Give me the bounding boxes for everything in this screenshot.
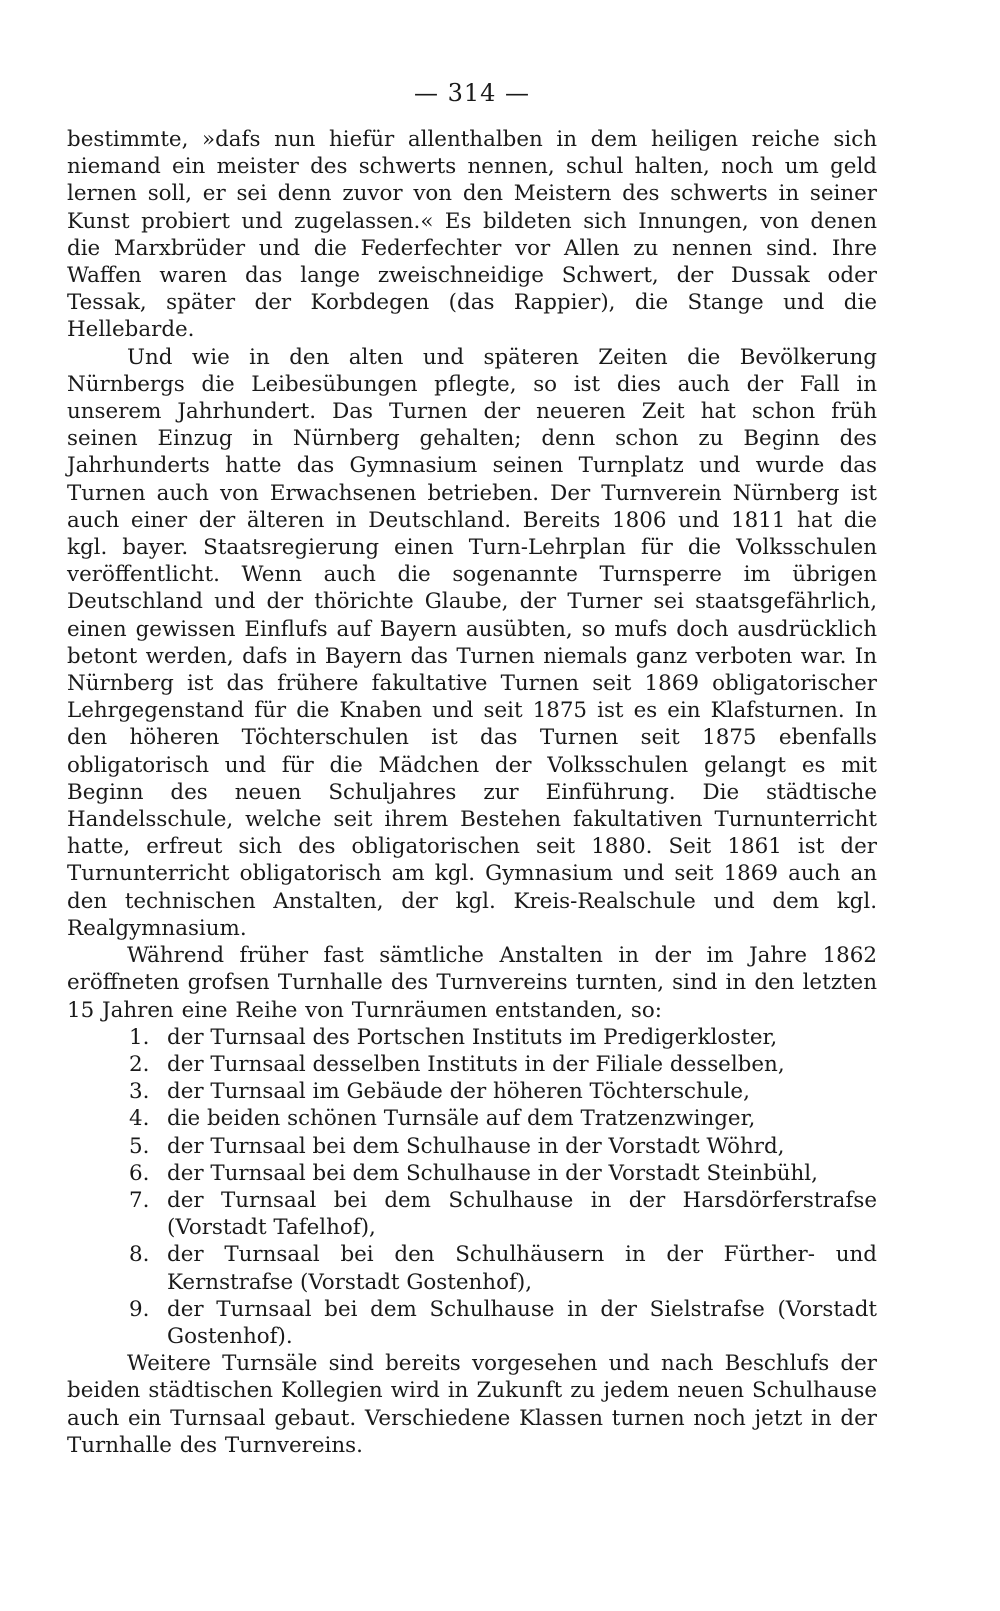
list-item [67, 1160, 877, 1187]
list-item-number: 2. [129, 1051, 150, 1077]
paragraph-1: bestimmte, »dafs nun hiefür allenthalben in dem heiligen reiche sich niemand ein meister des schwerts nennen, schul halten, noch um geld lernen soll, er sei denn zuvor von den Meistern des schwerts in seiner Kunst probiert und zugelassen.« Es bildeten sich Innungen, von denen die Marxbrüder und die Federfechter vor Allen zu nennen sind. Ihre Waffen waren das lange zweischneidige Schwert, der Dussak oder Tessak, später der Korbdegen (das Rappier), die Stange und die Hellebarde. [67, 127, 877, 343]
list-item-text: der Turnsaal desselben Instituts in der Filiale desselben, [167, 1051, 785, 1077]
list-item-text: der Turnsaal im Gebäude der höheren Töchterschule, [167, 1079, 750, 1105]
list-item [67, 1187, 877, 1241]
paragraph-4: Weitere Turnsäle sind bereits vorgesehen und nach Beschlufs der beiden städtischen Kollegien wird in Zukunft zu jedem neuen Schulhause auch ein Turnsaal gebaut. Verschiedene Klassen turnen noch jetzt in der Turnhalle des Turnvereins. [67, 1351, 877, 1458]
list-item-text: die beiden schönen Turnsäle auf dem Tratzenzwinger, [167, 1106, 756, 1132]
gym-hall-list [67, 1024, 877, 1350]
list-item-number: 9. [129, 1296, 150, 1322]
document-page [67, 78, 877, 1459]
list-item [67, 1078, 877, 1105]
list-item-number: 5. [129, 1133, 150, 1159]
page-number: — 314 — [413, 79, 531, 107]
list-item [67, 1133, 877, 1160]
list-item-text: der Turnsaal bei dem Schulhause in der Vorstadt Steinbühl, [167, 1160, 818, 1186]
list-item-text: der Turnsaal bei dem Schulhause in der Sielstrafse (Vorstadt Gostenhof). [167, 1296, 877, 1349]
list-item [67, 1241, 877, 1295]
paragraph-2: Und wie in den alten und späteren Zeiten die Bevölkerung Nürnbergs die Leibesübungen pflegte, so ist dies auch der Fall in unserem Jahrhundert. Das Turnen der neueren Zeit hat schon früh seinen Einzug in Nürnberg gehalten; denn schon zu Beginn des Jahrhunderts hatte das Gymnasium seinen Turnplatz und wurde das Turnen auch von Erwachsenen betrieben. Der Turnverein Nürnberg ist auch einer der älteren in Deutschland. Bereits 1806 und 1811 hat die kgl. bayer. Staatsregierung einen Turn-Lehrplan für die Volksschulen veröffentlicht. Wenn auch die sogenannte Turnsperre im übrigen Deutschland und der thörichte Glaube, der Turner sei staatsgefährlich, einen gewissen Einflufs auf Bayern ausübten, so mufs doch ausdrücklich betont werden, dafs in Bayern das Turnen niemals ganz verboten war. In Nürnberg ist das frühere fakultative Turnen seit 1869 obligatorischer Lehrgegenstand für die Knaben und seit 1875 ist es ein Klafsturnen. In den höheren Töchterschulen ist das Turnen seit 1875 ebenfalls obligatorisch und für die Mädchen der Volksschulen gelangt es mit Beginn des neuen Schuljahres zur Einführung. Die städtische Handelsschule, welche seit ihrem Bestehen fakultativen Turnunterricht hatte, erfreut sich des obligatorischen seit 1880. Seit 1861 ist der Turnunterricht obligatorisch am kgl. Gymnasium und seit 1869 auch an den technischen Anstalten, der kgl. Kreis-Realschule und dem kgl. Realgymnasium. [67, 344, 877, 941]
list-item-number: 6. [129, 1160, 150, 1186]
list-item [67, 1051, 877, 1078]
list-item-text: der Turnsaal bei den Schulhäusern in der Fürther- und Kernstrafse (Vorstadt Gostenhof), [167, 1242, 877, 1295]
paragraph-3: Während früher fast sämtliche Anstalten in der im Jahre 1862 eröffneten grofsen Turnhalle des Turnvereins turnten, sind in den letzten 15 Jahren eine Reihe von Turnräumen entstanden, so: [67, 943, 877, 1023]
list-item [67, 1296, 877, 1350]
list-item-number: 7. [129, 1187, 150, 1213]
list-item-number: 3. [129, 1079, 150, 1105]
list-item-text: der Turnsaal bei dem Schulhause in der Vorstadt Wöhrd, [167, 1133, 785, 1159]
list-item-number: 1. [129, 1024, 150, 1050]
list-item-text: der Turnsaal bei dem Schulhause in der Harsdörferstrafse (Vorstadt Tafelhof), [167, 1187, 877, 1241]
list-item-text: der Turnsaal des Portschen Instituts im Predigerkloster, [167, 1024, 778, 1050]
list-item-number: 8. [129, 1242, 150, 1268]
list-item [67, 1024, 877, 1051]
list-item-number: 4. [129, 1106, 150, 1132]
list-item [67, 1105, 877, 1132]
